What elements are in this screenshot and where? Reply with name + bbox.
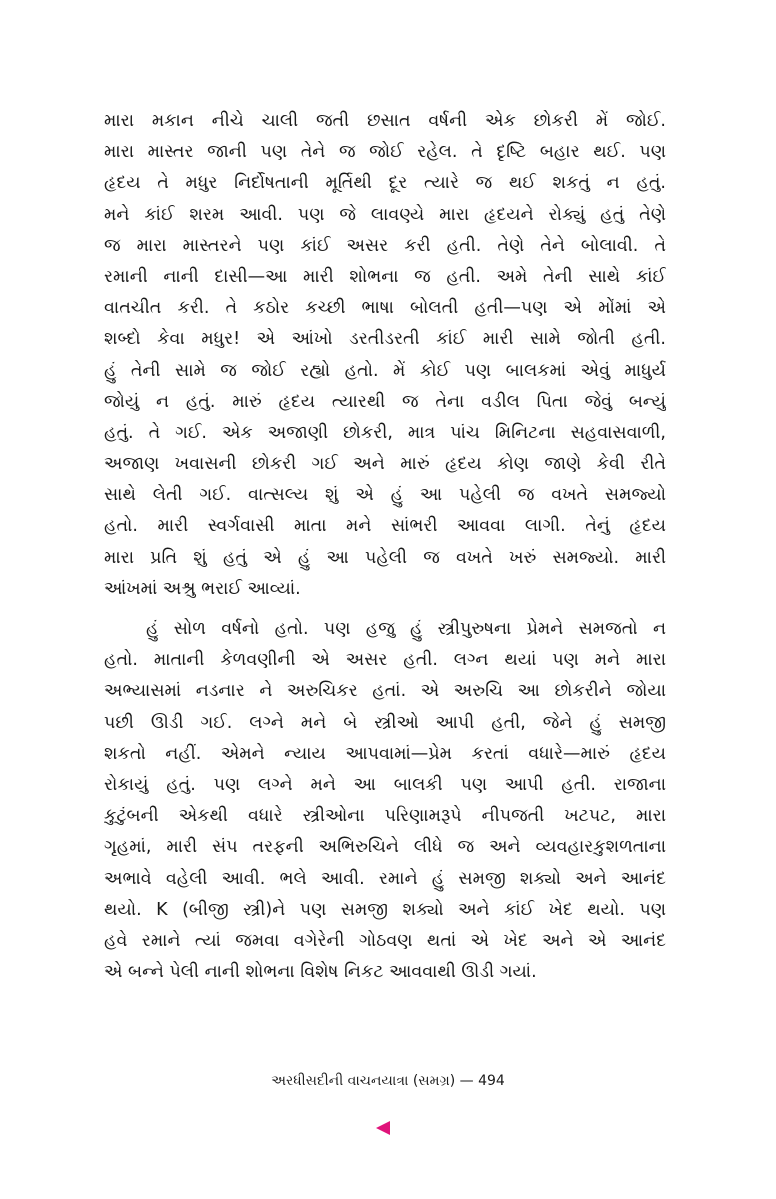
text-line: શકતો નહીં. એમને ન્યાય આપવામાં—પ્રેમ કરતાં વધારે—મારું હૃદય — [104, 743, 666, 764]
text-line: ગૃહમાં, મારી સંપ તરફની અભિરુચિને લીધે જ અને વ્યવહારકુશળતાના — [104, 837, 666, 858]
text-line: મારા માસ્તર જાની પણ તેને જ જોઈ રહેલ. તે દૃષ્ટિ બહાર થઈ. પણ — [104, 142, 666, 163]
text-line: થયો. K (બીજી સ્ત્રી)ને પણ સમજી શક્યો અને કાંઈ ખેદ થયો. પણ — [104, 899, 666, 920]
text-line: જ મારા માસ્તરને પણ કાંઈ અસર કરી હતી. તેણે તેને બોલાવી. તે — [104, 235, 666, 256]
text-line: હતો. માતાની કેળવણીની એ અસર હતી. લગ્ન થયાં પણ મને મારા — [104, 650, 666, 671]
page-footer: અરધીસદીની વાચનયાત્રા (સમગ્ર) — 494 — [271, 1073, 505, 1089]
text-line: વાતચીત કરી. તે કઠોર કચ્છી ભાષા બોલતી હતી—પણ એ મોંમાં એ — [104, 298, 666, 319]
text-line: હવે રમાને ત્યાં જમવા વગેરેની ગોઠવણ થતાં એ ખેદ અને એ આનંદ — [104, 930, 666, 951]
text-line: રમાની નાની દાસી—આ મારી શોભના જ હતી. અમે તેની સાથે કાંઈ — [104, 266, 666, 287]
text-line: શબ્દો કેવા મધુર! એ આંખો ડરતીડરતી કાંઈ મારી સામે જોતી હતી. — [104, 329, 666, 350]
paragraph-1 — [104, 106, 666, 605]
text-line: હૃદય તે મધુર નિર્દોષતાની મૂર્તિથી દૂર ત્યારે જ થઈ શકતું ન હતું. — [104, 173, 666, 194]
text-line: સાથે લેતી ગઈ. વાત્સલ્ય શું એ હું આ પહેલી જ વખતે સમજ્યો — [104, 485, 666, 506]
text-line: મારા મકાન નીચે ચાલી જતી છસાત વર્ષની એક છોકરી મેં જોઈ. — [104, 111, 666, 131]
text-line: જોયું ન હતું. મારું હૃદય ત્યારથી જ તેના વડીલ પિતા જેવું બન્યું — [104, 391, 666, 412]
text-line: મારા પ્રતિ શું હતું એ હું આ પહેલી જ વખતે ખરું સમજ્યો. મારી — [104, 547, 666, 568]
text-line: હતું. તે ગઈ. એક અજાણી છોકરી, માત્ર પાંચ મિનિટના સહવાસવાળી, — [104, 422, 666, 443]
text-line: હું તેની સામે જ જોઈ રહ્યો હતો. મેં કોઈ પણ બાલકમાં એવું માધુર્ય — [104, 360, 666, 381]
text-line: એ બન્ને પેલી નાની શોભના વિશેષ નિકટ આવવાથી ઊડી ગયાં. — [104, 962, 537, 983]
previous-page-arrow-icon[interactable] — [376, 1121, 390, 1135]
text-line: મને કાંઈ શરમ આવી. પણ જે લાવણ્યે મારા હૃદયને રોક્યું હતું તેણે — [104, 204, 666, 225]
text-line: અભાવે વહેલી આવી. ભલે આવી. રમાને હું સમજી શક્યો અને આનંદ — [104, 868, 666, 889]
text-line: પછી ઊડી ગઈ. લગ્ને મને બે સ્ત્રીઓ આપી હતી, જેને હું સમજી — [104, 712, 666, 733]
text-line: હતો. મારી સ્વર્ગવાસી માતા મને સાંભરી આવવા લાગી. તેનું હૃદય — [104, 516, 666, 537]
text-line: અભ્યાસમાં નડનાર ને અરુચિકર હતાં. એ અરુચિ આ છોકરીને જોયા — [104, 681, 666, 702]
body-text — [104, 106, 666, 988]
paragraph-2 — [104, 614, 666, 988]
text-line: અજાણ ખવાસની છોકરી ગઈ અને મારું હૃદય કોણ જાણે કેવી રીતે — [104, 454, 666, 475]
text-line: કુટુંબની એકથી વધારે સ્ત્રીઓના પરિણામરૂપે નીપજતી ખટપટ, મારા — [104, 806, 666, 827]
text-line: રોકાયું હતું. પણ લગ્ને મને આ બાલકી પણ આપી હતી. રાજાના — [104, 774, 666, 795]
text-line: હું સોળ વર્ષનો હતો. પણ હજુ હું સ્ત્રીપુરુષના પ્રેમને સમજતો ન — [146, 619, 666, 639]
text-line: આંખમાં અશ્રુ ભરાઈ આવ્યાં. — [104, 578, 301, 599]
paragraph-gap — [104, 605, 666, 614]
